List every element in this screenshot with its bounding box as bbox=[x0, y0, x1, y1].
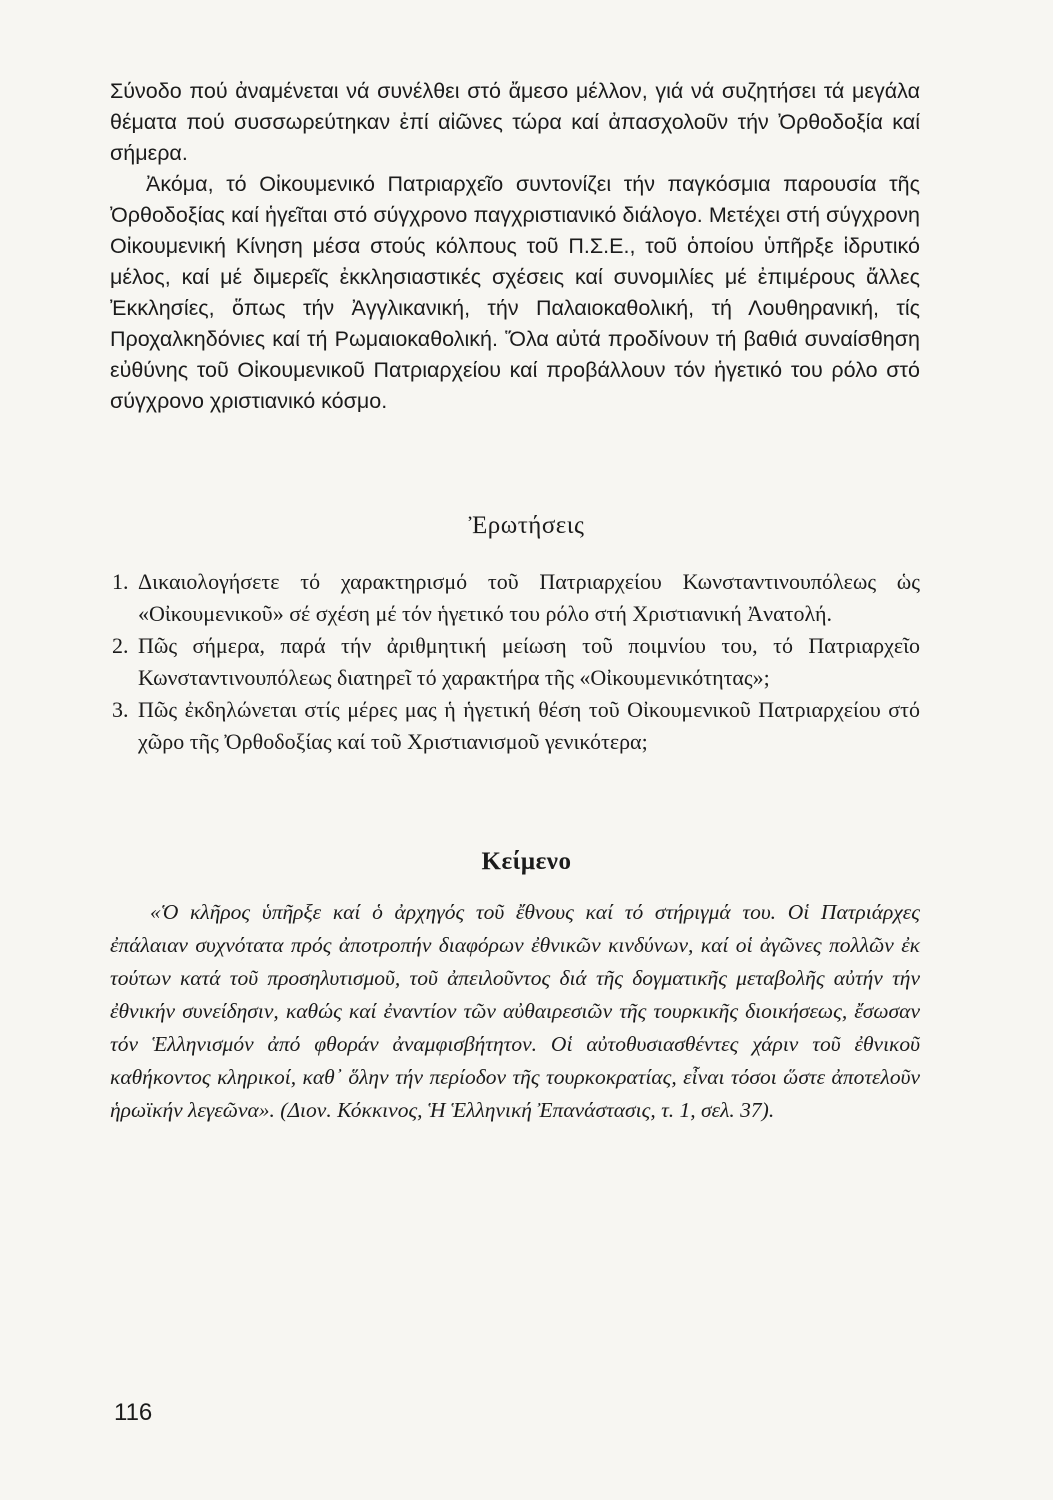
question-item bbox=[112, 566, 920, 629]
quote-reference: (Διον. Κόκκινος, Ἡ Ἑλληνική Ἐπανάστασις, τ. 1, σελ. 37). bbox=[274, 1098, 775, 1122]
questions-heading: Ἐρωτήσεις bbox=[468, 512, 585, 539]
question-text: Πῶς σήμερα, παρά τήν ἀριθμητική μείωση τοῦ ποιμνίου του, τό Πατριαρχεῖο Κωνσταντινουπόλεως διατηρεῖ τό χαρακτήρα τῆς «Οἰκουμενικότητας»; bbox=[138, 633, 920, 690]
question-number: 1. bbox=[112, 569, 129, 594]
quote-block bbox=[110, 896, 920, 1127]
quote-text: «Ὁ κλῆρος ὑπῆρξε καί ὁ ἀρχηγός τοῦ ἔθνους καί τό στήριγμά του. Οἱ Πατριάρχες ἐπάλαιαν συχνότατα πρός ἀποτροπήν διαφόρων ἐθνικῶν κινδύνων, καί οἱ ἀγῶνες πολλῶν ἐκ τούτων κατά τοῦ προσηλυτισμοῦ, τοῦ ἀπειλοῦντος διά τῆς δογματικῆς μεταβολῆς αὐτήν τήν ἐθνικήν συνείδησιν, καθώς καί ἐναντίον τῶν αὐθαιρεσιῶν τῆς τουρκικῆς διοικήσεως, ἔσωσαν τόν Ἑλληνισμόν ἀπό φθοράν ἀναμφισβήτητον. Οἱ αὐτοθυσιασθέντες χάριν τοῦ ἐθνικοῦ καθήκοντος κληρικοί, καθ᾽ ὅλην τήν περίοδον τῆς τουρκοκρατίας, εἶναι τόσοι ὥστε ἀποτελοῦν ἡρωϊκήν λεγεῶνα». bbox=[110, 900, 920, 1122]
question-item bbox=[112, 630, 920, 693]
question-text: Πῶς ἐκδηλώνεται στίς μέρες μας ἡ ἡγετική θέση τοῦ Οἰκουμενικοῦ Πατριαρχείου στό χῶρο τῆς Ὀρθοδοξίας καί τοῦ Χριστιανισμοῦ γενικότερα; bbox=[138, 697, 920, 754]
question-number: 3. bbox=[112, 697, 129, 722]
page-number: 116 bbox=[114, 1399, 153, 1426]
question-item bbox=[112, 694, 920, 757]
intro-paragraph-1: Σύνοδο πού ἀναμένεται νά συνέλθει στό ἄμεσο μέλλον, γιά νά συζητήσει τά μεγάλα θέματα πού συσσωρεύτηκαν ἐπί αἰῶνες τώρα καί ἀπασχολοῦν τήν Ὀρθοδοξία καί σήμερα. bbox=[110, 79, 920, 165]
intro-text bbox=[110, 76, 920, 417]
intro-paragraph-2: Ἀκόμα, τό Οἰκουμενικό Πατριαρχεῖο συντονίζει τήν παγκόσμια παρουσία τῆς Ὀρθοδοξίας καί ἡγεῖται στό σύγχρονο παγχριστιανικό διάλογο. Μετέχει στή σύγχρονη Οἰκουμενική Κίνηση μέσα στούς κόλπους τοῦ Π.Σ.Ε., τοῦ ὁποίου ὑπῆρξε ἱδρυτικό μέλος, καί μέ διμερεῖς ἐκκλησιαστικές σχέσεις καί συνομιλίες μέ ἐπιμέρους ἄλλες Ἐκκλησίες, ὅπως τήν Ἀγγλικανική, τήν Παλαιοκαθολική, τή Λουθηρανική, τίς Προχαλκηδόνιες καί τή Ρωμαιοκαθολική. Ὅλα αὐτά προδίνουν τή βαθιά συναίσθηση εὐθύνης τοῦ Οἰκουμενικοῦ Πατριαρχείου καί προβάλλουν τόν ἡγετικό του ρόλο στό σύγχρονο χριστιανικό κόσμο. bbox=[110, 172, 920, 413]
text-heading: Κείμενο bbox=[481, 848, 572, 875]
question-text: Δικαιολογήσετε τό χαρακτηρισμό τοῦ Πατριαρχείου Κωνσταντινουπόλεως ὡς «Οἰκουμενικοῦ» σέ σχέση μέ τόν ἡγετικό του ρόλο στή Χριστιανική Ἀνατολή. bbox=[138, 569, 920, 626]
questions-list bbox=[112, 566, 920, 758]
question-number: 2. bbox=[112, 633, 129, 658]
